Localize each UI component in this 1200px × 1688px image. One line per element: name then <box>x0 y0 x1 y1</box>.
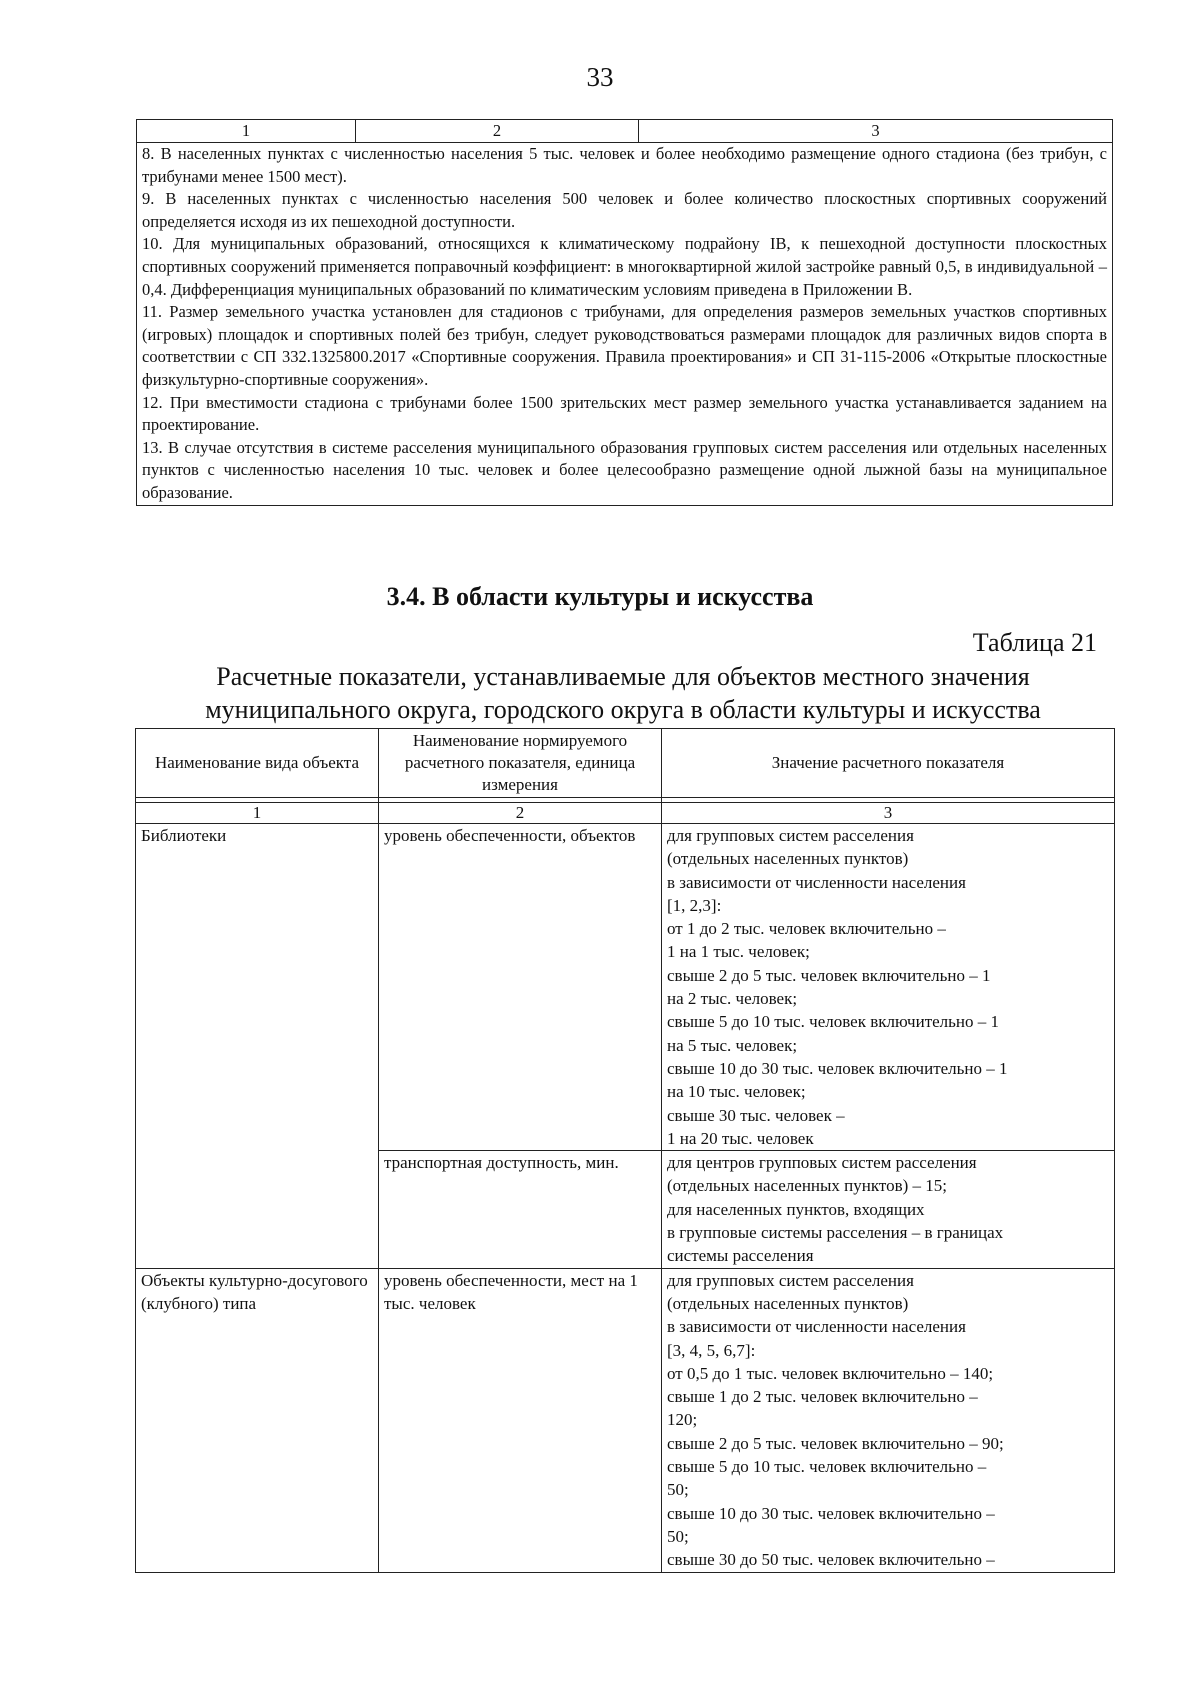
value-line: (отдельных населенных пунктов) <box>667 849 909 869</box>
table-number: Таблица 21 <box>972 628 1097 657</box>
value-line: свыше 30 до 50 тыс. человек включительно – <box>667 1550 995 1570</box>
note-13: 13. В случае отсутствия в системе расселения муниципального образования групповых систем расселения или отдельных населенных пунктов с численностью населения 10 тыс. человек и более целесообразно размещение одной лыжной базы на муниципальное образование. <box>142 437 1107 502</box>
value-line: от 1 до 2 тыс. человек включительно – <box>667 919 946 939</box>
sports-notes-table <box>136 119 1113 506</box>
value-line: 120; <box>667 1410 698 1430</box>
value-line: в зависимости от численности населения <box>667 1317 966 1337</box>
column-number: 1 <box>137 120 356 143</box>
value-line: [1, 2,3]: <box>667 895 722 915</box>
section-title: 3.4. В области культуры и искусства <box>386 582 814 611</box>
indicator-cell: транспортная доступность, мин. <box>379 1151 662 1268</box>
value-line: 1 на 20 тыс. человек <box>667 1128 814 1148</box>
value-line: (отдельных населенных пунктов) <box>667 1293 909 1313</box>
indicator-cell: уровень обеспеченности, мест на 1 тыс. человек <box>379 1268 662 1572</box>
value-line: свыше 2 до 5 тыс. человек включительно – 1 <box>667 965 991 985</box>
notes-cell <box>137 143 1113 506</box>
value-line: на 10 тыс. человек; <box>667 1082 806 1102</box>
column-number: 1 <box>136 803 379 824</box>
column-number: 3 <box>639 120 1113 143</box>
value-line: на 2 тыс. человек; <box>667 989 798 1009</box>
note-11: 11. Размер земельного участка установлен для стадионов с трибунами, для определения размеров земельных участков спортивных (игровых) площадок и спортивных полей без трибун, следует руководствоваться размерами площадок для различных видов спорта в соответствии с СП 332.1325800.2017 «Спортивные сооружения. Правила проектирования» и СП 31-115-2006 «Открытые плоскостные физкультурно-спортивные сооружения». <box>142 302 1107 389</box>
column-number-row <box>136 803 1115 824</box>
value-line: свыше 2 до 5 тыс. человек включительно – 90; <box>667 1433 1004 1453</box>
value-cell <box>662 824 1115 1151</box>
value-line: в групповые системы расселения – в границах <box>667 1223 1004 1243</box>
note-8: 8. В населенных пунктах с численностью населения 5 тыс. человек и более необходимо размещение одного стадиона (без трибун, с трибунами менее 1500 мест). <box>142 144 1107 186</box>
culture-indicators-table <box>135 728 1115 1573</box>
value-line: для центров групповых систем расселения <box>667 1153 977 1173</box>
value-line: для населенных пунктов, входящих <box>667 1199 925 1219</box>
note-12: 12. При вместимости стадиона с трибунами более 1500 зрительских мест размер земельного участка устанавливается заданием на проектирование. <box>142 392 1107 435</box>
value-line: 50; <box>667 1480 689 1500</box>
value-line: свыше 10 до 30 тыс. человек включительно – 1 <box>667 1058 1008 1078</box>
note-10: 10. Для муниципальных образований, относящихся к климатическому подрайону IB, к пешеходной доступности плоскостных спортивных сооружений применяется поправочный коэффициент: в многоквартирной жилой застройке равный 0,5, в индивидуальной – 0,4. Дифференциация муниципальных образований по климатическим условиям приведена в Приложении В. <box>142 234 1107 299</box>
value-line: в зависимости от численности населения <box>667 872 966 892</box>
header-row <box>136 729 1115 798</box>
header-indicator: Наименование нормируемого расчетного показателя, единица измерения <box>379 729 662 798</box>
value-line: от 0,5 до 1 тыс. человек включительно – 140; <box>667 1363 994 1383</box>
column-number: 2 <box>356 120 639 143</box>
header-value: Значение расчетного показателя <box>662 729 1115 798</box>
value-line: для групповых систем расселения <box>667 1270 914 1290</box>
value-line: системы расселения <box>667 1246 814 1266</box>
value-line: свыше 30 тыс. человек – <box>667 1105 845 1125</box>
value-line: свыше 1 до 2 тыс. человек включительно – <box>667 1387 978 1407</box>
table-caption: Расчетные показатели, устанавливаемые для объектов местного значения муниципального округа, городского округа в области культуры и искусства <box>205 662 1041 724</box>
column-number: 3 <box>662 803 1115 824</box>
page-number: 33 <box>586 62 614 92</box>
value-line: 1 на 1 тыс. человек; <box>667 942 810 962</box>
value-line: свыше 10 до 30 тыс. человек включительно – <box>667 1503 995 1523</box>
value-line: 50; <box>667 1526 689 1546</box>
object-type-cell: Объекты культурно-досугового (клубного) типа <box>136 1268 379 1572</box>
note-9: 9. В населенных пунктах с численностью населения 500 человек и более количество плоскостных спортивных сооружений определяется исходя из их пешеходной доступности. <box>142 189 1107 231</box>
value-line: [3, 4, 5, 6,7]: <box>667 1340 756 1360</box>
column-number: 2 <box>379 803 662 824</box>
object-type-cell: Библиотеки <box>136 824 379 1269</box>
value-line: для групповых систем расселения <box>667 826 914 845</box>
notes-row <box>137 143 1113 506</box>
table-row <box>136 824 1115 1151</box>
value-line: свыше 5 до 10 тыс. человек включительно – 1 <box>667 1012 1000 1032</box>
header-object-type: Наименование вида объекта <box>136 729 379 798</box>
value-cell <box>662 1268 1115 1572</box>
value-cell <box>662 1151 1115 1268</box>
value-line: на 5 тыс. человек; <box>667 1035 798 1055</box>
value-line: свыше 5 до 10 тыс. человек включительно – <box>667 1457 987 1477</box>
table-row <box>136 1268 1115 1572</box>
value-line: (отдельных населенных пунктов) – 15; <box>667 1176 948 1196</box>
indicator-cell: уровень обеспеченности, объектов <box>379 824 662 1151</box>
column-number-row <box>137 120 1113 143</box>
